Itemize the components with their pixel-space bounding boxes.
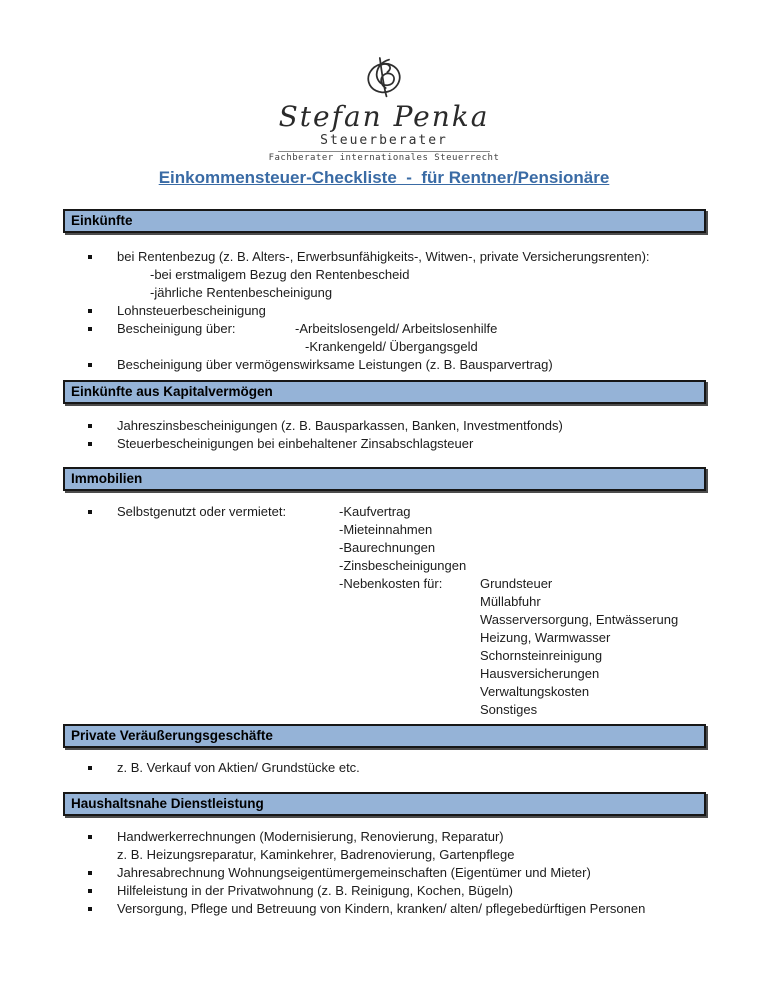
item-text: Jahresabrechnung Wohnungseigentümergemeinschaften (Eigentümer und Mieter) [117, 865, 591, 880]
checklist-item [63, 417, 706, 435]
checklist-item [63, 435, 706, 453]
section-list-einkuenfte [63, 248, 706, 374]
bullet-icon [88, 907, 92, 911]
section-header-haushaltsnahe-dienstleistung: Haushaltsnahe Dienstleistung [63, 792, 706, 816]
item-text: bei Rentenbezug (z. B. Alters-, Erwerbsunfähigkeits-, Witwen-, private Versicherungsrenten): [117, 249, 650, 264]
item-text: -jährliche Rentenbescheinigung [150, 285, 333, 300]
bullet-icon [88, 327, 92, 331]
bullet-icon [88, 510, 92, 514]
checklist-item [63, 665, 706, 683]
logo-name: Stefan Penka [278, 100, 490, 133]
item-text: z. B. Verkauf von Aktien/ Grundstücke etc. [117, 760, 360, 775]
item-col3: Schornsteinreinigung [480, 648, 603, 663]
item-text: Handwerkerrechnungen (Modernisierung, Renovierung, Reparatur) [117, 829, 504, 844]
checklist-item [63, 611, 706, 629]
checklist-item [63, 593, 706, 611]
item-col3: Sonstiges [480, 702, 538, 717]
item-col2: -Arbeitslosengeld/ Arbeitslosenhilfe [295, 321, 498, 336]
item-text: Bescheinigung über: [117, 321, 236, 336]
item-text: Bescheinigung über vermögenswirksame Leistungen (z. B. Bausparvertrag) [117, 357, 553, 372]
checklist-item [63, 900, 706, 918]
item-text: Lohnsteuerbescheinigung [117, 303, 266, 318]
item-col3: Wasserversorgung, Entwässerung [480, 612, 679, 627]
checklist-item [63, 503, 706, 521]
checklist-item [63, 557, 706, 575]
checklist-item [63, 846, 706, 864]
item-text: Selbstgenutzt oder vermietet: [117, 504, 287, 519]
checklist-item [63, 701, 706, 719]
checklist-item [63, 248, 706, 266]
bullet-icon [88, 889, 92, 893]
logo-monogram-icon [359, 54, 409, 102]
checklist-item [63, 284, 706, 302]
bullet-icon [88, 309, 92, 313]
checklist-item [63, 539, 706, 557]
checklist-item [63, 864, 706, 882]
letterhead [0, 0, 768, 164]
item-col2: -Krankengeld/ Übergangsgeld [305, 339, 478, 354]
item-col3: Verwaltungskosten [480, 684, 590, 699]
logo-tagline: Fachberater internationales Steuerrecht [268, 153, 500, 163]
item-text: Versorgung, Pflege und Betreuung von Kindern, kranken/ alten/ pflegebedürftigen Personen [117, 901, 646, 916]
bullet-icon [88, 363, 92, 367]
checklist-item [63, 759, 706, 777]
section-list-haushaltsnahe-dienstleistung [63, 828, 706, 918]
section-list-veraeusserungsgeschaefte [63, 759, 706, 777]
bullet-icon [88, 766, 92, 770]
checklist-item [63, 302, 706, 320]
page-title: Einkommensteuer-Checkliste - für Rentner/Pensionäre [158, 168, 610, 187]
item-col3: Grundsteuer [480, 576, 553, 591]
bullet-icon [88, 255, 92, 259]
checklist-item [63, 683, 706, 701]
section-header-veraeusserungsgeschaefte: Private Veräußerungsgeschäfte [63, 724, 706, 748]
checklist-item [63, 647, 706, 665]
checklist-content [63, 209, 706, 918]
item-col2: -Mieteinnahmen [339, 522, 433, 537]
checklist-item [63, 575, 706, 593]
item-col2: -Nebenkosten für: [339, 576, 443, 591]
section-list-immobilien [63, 503, 706, 719]
section-header-immobilien: Immobilien [63, 467, 706, 491]
item-col3: Heizung, Warmwasser [480, 630, 611, 645]
checklist-item [63, 356, 706, 374]
bullet-icon [88, 424, 92, 428]
bullet-icon [88, 442, 92, 446]
item-col2: -Kaufvertrag [339, 504, 411, 519]
checklist-item [63, 266, 706, 284]
checklist-item [63, 882, 706, 900]
item-text: Hilfeleistung in der Privatwohnung (z. B. Reinigung, Kochen, Bügeln) [117, 883, 514, 898]
item-col3: Müllabfuhr [480, 594, 541, 609]
item-col3: Hausversicherungen [480, 666, 600, 681]
item-text: -bei erstmaligem Bezug den Rentenbescheid [150, 267, 410, 282]
section-header-einkuenfte: Einkünfte [63, 209, 706, 233]
checklist-item [63, 629, 706, 647]
bullet-icon [88, 871, 92, 875]
section-list-kapitalvermoegen [63, 417, 706, 453]
item-text: Jahreszinsbescheinigungen (z. B. Bausparkassen, Banken, Investmentfonds) [117, 418, 563, 433]
logo-divider [278, 151, 490, 152]
checklist-item [63, 521, 706, 539]
item-col2: -Zinsbescheinigungen [339, 558, 467, 573]
logo-subtitle: Steuerberater [320, 133, 448, 148]
section-header-kapitalvermoegen: Einkünfte aus Kapitalvermögen [63, 380, 706, 404]
checklist-item [63, 320, 706, 338]
bullet-icon [88, 835, 92, 839]
item-col2: -Baurechnungen [339, 540, 436, 555]
item-text: Steuerbescheinigungen bei einbehaltener Zinsabschlagsteuer [117, 436, 474, 451]
checklist-item [63, 828, 706, 846]
item-text: z. B. Heizungsreparatur, Kaminkehrer, Badrenovierung, Gartenpflege [117, 847, 515, 862]
checklist-item [63, 338, 706, 356]
